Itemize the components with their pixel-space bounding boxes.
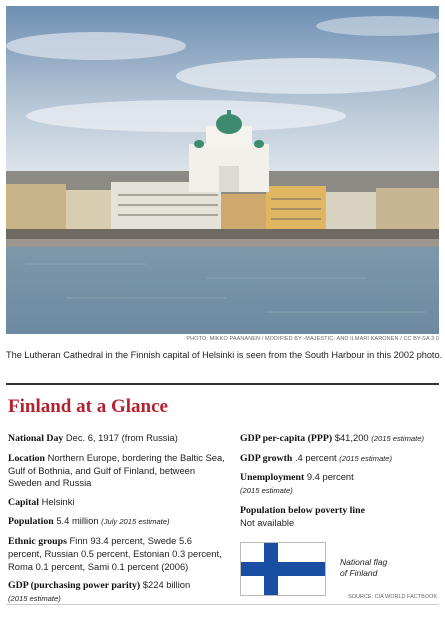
fact-label: Population below poverty line (240, 505, 365, 517)
fact-value: Not available (240, 517, 295, 529)
fact-label: GDP (purchasing power parity) (8, 580, 141, 592)
fact-national-day (8, 432, 228, 445)
cathedral-photo (6, 6, 439, 334)
section-divider (6, 383, 439, 385)
fact-label: National Day (8, 433, 64, 444)
source-credit: SOURCE: CIA WORLD FACTBOOK (348, 594, 437, 600)
fact-unemployment (240, 471, 440, 498)
fact-poverty (240, 504, 440, 530)
fact-value: $224 billion (142, 579, 191, 591)
fact-value: 9.4 percent (306, 471, 354, 483)
finland-flag (240, 542, 326, 596)
fact-label: Population (8, 516, 54, 528)
fact-value: Finn 93.4 percent, Swede 5.6 percent, Russian 0.5 percent, Estonian 0.3 percent, Roma 0.1 percent, Sami 0.1 percent (2006) (8, 534, 222, 572)
fact-population (8, 515, 228, 528)
fact-label: Location (8, 452, 46, 464)
fact-note: (2015 estimate) (8, 594, 61, 604)
fact-label: Capital (8, 496, 40, 508)
fact-label: Ethnic groups (8, 535, 67, 547)
photo-caption: The Lutheran Cathedral in the Finnish capital of Helsinki is seen from the South Harbour in this 2002 photo. (6, 350, 443, 360)
fact-ethnic-groups (8, 535, 228, 573)
fact-note: (July 2015 estimate) (101, 517, 170, 527)
fact-value: 5.4 million (56, 515, 99, 527)
fact-value: Northern Europe, bordering the Baltic Sea, Gulf of Bothnia, and Gulf of Finland, between Sweden and Russia (8, 451, 225, 489)
bottom-divider (6, 604, 439, 605)
fact-value: $41,200 (334, 432, 369, 443)
photo-credit: PHOTO: MIKKO PAANANEN / MODIFIED BY -MAJESTIC- AND ILMARI KARONEN / CC BY-SA 3.0 (186, 336, 439, 342)
fact-label: GDP growth (240, 452, 293, 464)
fact-location (8, 452, 228, 490)
fact-note: (2015 estimate) (339, 453, 393, 463)
fact-label: GDP per-capita (PPP) (240, 433, 333, 444)
section-title: Finland at a Glance (8, 396, 168, 417)
fact-capital (8, 496, 228, 509)
facts-left-column (8, 432, 228, 612)
fact-value: Dec. 6, 1917 (from Russia) (65, 432, 178, 443)
flag-caption-line1: National flag (340, 557, 388, 567)
facts-right-column (240, 432, 440, 536)
fact-gdp-per-capita (240, 432, 440, 445)
fact-gdp-growth (240, 452, 440, 465)
flag-caption (340, 557, 387, 579)
fact-gdp-ppp (8, 579, 228, 606)
fact-value: .4 percent (294, 451, 337, 463)
fact-value: Helsinki (41, 495, 75, 507)
fact-label: Unemployment (240, 472, 305, 484)
flag-caption-line2: of Finland (340, 568, 378, 578)
fact-note: (2015 estimate) (240, 486, 293, 496)
fact-note: (2015 estimate) (371, 434, 425, 443)
